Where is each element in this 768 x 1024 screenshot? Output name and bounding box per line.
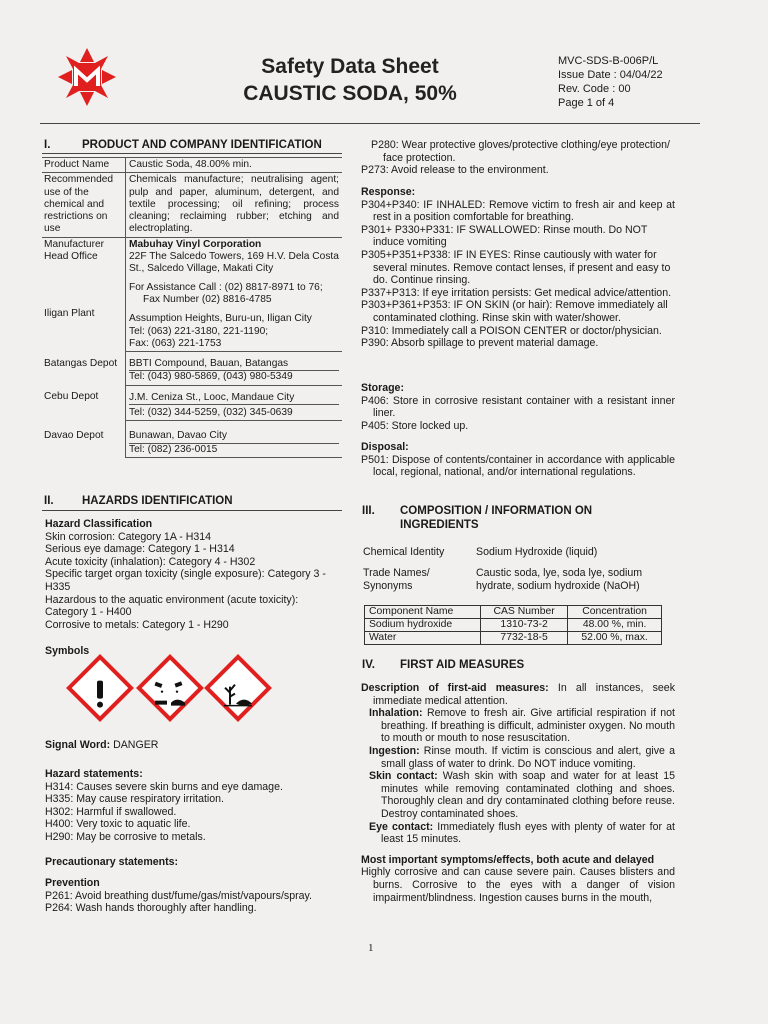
doc-code: MVC-SDS-B-006P/L [558, 55, 659, 67]
ghs-corrosion-icon [136, 654, 204, 722]
issue-date: Issue Date : 04/04/22 [558, 69, 663, 81]
disposal-block: Disposal: P501: Dispose of contents/container in accordance with applicable local, regional, national, and/or international regulations. [361, 441, 675, 479]
table-row: Recommended use of the chemical and restrictions on use Chemicals manufacture; neutralising agent; pulp and paper, aluminum, detergent, and textile processing; oil refining; process cleaning; reclaiming rubber; etching and electroplating. [42, 173, 342, 237]
table-row: Davao Depot Bunawan, Davao City Tel: (082) 236-0015 [42, 421, 342, 458]
section3-heading-2: INGREDIENTS [400, 519, 479, 531]
composition-table [364, 605, 662, 645]
section3-heading: III. COMPOSITION / INFORMATION ON [362, 505, 593, 517]
hazard-statements: Hazard statements: H314: Causes severe skin burns and eye damage. H335: May cause respiratory irritation. H302: Harmful if swallowed. H400: Very toxic to aquatic life. H290: May be corrosive to metals. [45, 768, 283, 843]
trade-names-label: Trade Names/ Synonyms [363, 567, 430, 592]
section2-heading: II. HAZARDS IDENTIFICATION [44, 495, 233, 507]
table-row: Manufacturer Head Office Mabuhay Vinyl Corporation 22F The Salcedo Towers, 169 H.V. Dela Costa St., Salcedo Village, Makati City For Assistance Call : (02) 8817-8971 to 76; Fax Number (02) 8816-4785 [42, 237, 342, 307]
company-logo [56, 46, 118, 108]
first-aid-block: Description of first-aid measures: In all instances, seek immediate medical attention. Inhalation: Remove to fresh air. Give artificial respiration if not breathing. If breathing is difficult, administer oxygen. No mouth to mouth or mouth to nose resuscitation. Ingestion: Rinse mouth. If victim is conscious and alert, give a small glass of water to drink. Do NOT induce vomiting. Skin contact: Wash skin with soap and water for at least 15 minutes while removing contaminated clothing and shoes. Thoroughly clean and dry contaminated clothing before reuse. Destroy contaminated shoes. Eye contact: Immediately flush eyes with plenty of water for at least 15 minutes. Most important symptoms/effects, both acute and delayed Highly corrosive and can cause severe pain. Causes blisters and burns. Corrosive to the eyes with a danger of vision impairment/blindness. Ingestion causes burns in the mouth, [361, 682, 675, 904]
manufacturer-name: Mabuhay Vinyl Corporation [129, 238, 262, 250]
precaution-continued: P280: Wear protective gloves/protective clothing/eye protection/ face protection. P273: Avoid release to the environment. [361, 139, 670, 177]
company-info-table [42, 157, 342, 458]
page-indicator: Page 1 of 4 [558, 97, 615, 109]
table-row: Cebu Depot J.M. Ceniza St., Looc, Mandaue City Tel: (032) 344-5259, (032) 345-0639 [42, 385, 342, 421]
document-subtitle: CAUSTIC SODA, 50% [243, 82, 457, 105]
header-divider [40, 123, 700, 124]
symbols-heading: Symbols [45, 645, 90, 657]
precautionary-heading: Precautionary statements: [45, 856, 179, 868]
table-row: Water 7732-18-5 52.00 %, max. [365, 632, 662, 645]
storage-block: Storage: P406: Store in corrosive resistant container with a resistant inner liner. P405: Store locked up. [361, 382, 675, 432]
section4-heading: IV. FIRST AID MEASURES [362, 659, 525, 671]
ghs-environment-icon [204, 654, 272, 722]
document-meta [558, 54, 663, 110]
table-row: Batangas Depot BBTI Compound, Bauan, Batangas Tel: (043) 980-5869, (043) 980-5349 [42, 352, 342, 386]
response-block: Response: P304+P340: IF INHALED: Remove victim to fresh air and keep at rest in a position comfortable for breathing. P301+ P330+P331: IF SWALLOWED: Rinse mouth. Do NOT induce vomiting P305+P351+P338: IF IN EYES: Rinse cautiously with water for several minutes. Remove contact lenses, if present and easy to do. Continue rinsing. P337+P313: If eye irritation persists: Get medical advice/attention. P303+P361+P353: IF ON SKIN (or hair): Remove immediately all contaminated clothing. Rinse skin with water/shower. P310: Immediately call a POISON CENTER or doctor/physician. P390: Absorb spillage to prevent material damage. [361, 186, 675, 350]
ghs-exclamation-icon [66, 654, 134, 722]
prevention: Prevention P261: Avoid breathing dust/fume/gas/mist/vapours/spray. P264: Wash hands thoroughly after handling. [45, 877, 312, 915]
table-header-row: Component Name CAS Number Concentration [365, 606, 662, 619]
chemical-identity-label: Chemical Identity [363, 546, 445, 558]
document-title: Safety Data Sheet [261, 55, 439, 78]
rev-code: Rev. Code : 00 [558, 83, 631, 95]
page-number: 1 [368, 942, 374, 954]
signal-word-value: DANGER [113, 739, 159, 751]
chemical-identity-value: Sodium Hydroxide (liquid) [476, 546, 598, 558]
section1-underline [42, 153, 342, 154]
table-row: Sodium hydroxide 1310-73-2 48.00 %, min. [365, 619, 662, 632]
section2-underline [42, 510, 342, 511]
table-row: Product Name Caustic Soda, 48.00% min. [42, 158, 342, 173]
hazard-classification: Hazard Classification Skin corrosion: Category 1A - H314 Serious eye damage: Category 1 - H314 Acute toxicity (inhalation): Category 4 - H302 Specific target organ toxicity (single exposure): Category 3 - H335 Hazardous to the aquatic environment (acute toxicity): Category 1 - H400 Corrosive to metals: Category 1 - H290 [45, 518, 326, 631]
section1-heading: I. PRODUCT AND COMPANY IDENTIFICATION [44, 139, 322, 151]
table-row: Iligan Plant Assumption Heights, Buru-un, Iligan City Tel: (063) 221-3180, 221-1190; Fax: (063) 221-1753 [42, 307, 342, 351]
signal-word: Signal Word: DANGER [45, 739, 159, 751]
trade-names-value: Caustic soda, lye, soda lye, sodium hydrate, sodium hydroxide (NaOH) [476, 567, 643, 592]
